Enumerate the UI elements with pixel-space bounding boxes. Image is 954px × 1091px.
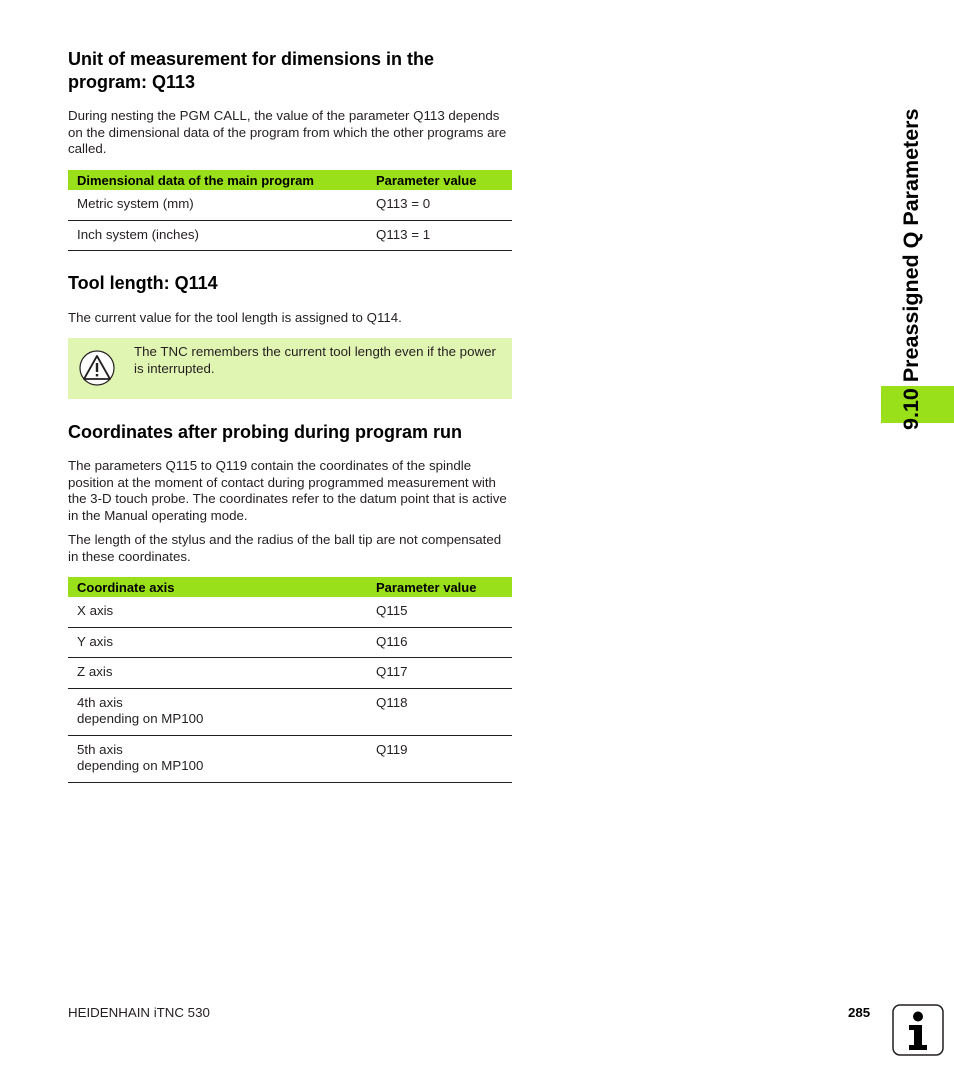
- table-row: [68, 190, 512, 220]
- table-cell-axis: [68, 627, 367, 658]
- table-row: [68, 688, 512, 735]
- table-row: [68, 658, 512, 689]
- table-header: Parameter value: [367, 577, 512, 597]
- table-cell-param: Q119: [367, 735, 512, 782]
- table-cell-axis: [68, 735, 367, 782]
- table-row: [68, 627, 512, 658]
- table-cell-axis: [68, 658, 367, 689]
- table-row: [68, 597, 512, 627]
- q113-table: [68, 170, 512, 251]
- table-cell: Q113 = 0: [367, 190, 512, 220]
- table-header-row: [68, 577, 512, 597]
- probing-para1: The parameters Q115 to Q119 contain the coordinates of the spindle position at the moment of contact during programmed measurement with the 3-D touch probe. The coordinates refer to the datum point that is active in the Manual operating mode.: [68, 458, 507, 523]
- warning-triangle-icon: [79, 350, 115, 386]
- axis-label: Y axis: [77, 633, 113, 649]
- axis-label: 5th axis: [77, 741, 123, 757]
- table-cell: Q113 = 1: [367, 220, 512, 251]
- axis-sublabel: depending on MP100: [77, 758, 204, 773]
- axis-label: 4th axis: [77, 694, 123, 710]
- table-header: Dimensional data of the main program: [68, 170, 367, 190]
- table-cell-param: Q116: [367, 627, 512, 658]
- axis-label: X axis: [77, 603, 114, 618]
- q114-intro: The current value for the tool length is assigned to Q114.: [68, 310, 402, 325]
- table-row: [68, 220, 512, 251]
- heading-q113: Unit of measurement for dimensions in the program: Q113: [68, 49, 435, 92]
- axis-label: Z axis: [77, 664, 113, 679]
- table-cell-param: Q118: [367, 688, 512, 735]
- table-cell-axis: [68, 688, 367, 735]
- page-number: 285: [848, 1005, 871, 1020]
- table-cell: Inch system (inches): [68, 220, 367, 251]
- table-cell: Metric system (mm): [68, 190, 367, 220]
- note-text: The TNC remembers the current tool length even if the power is interrupted.: [134, 344, 496, 376]
- chapter-side-title: 9.10 Preassigned Q Parameters: [899, 108, 923, 430]
- table-cell-param: Q117: [367, 658, 512, 689]
- table-cell-axis: [68, 597, 367, 627]
- heading-probing: Coordinates after probing during program run: [68, 422, 463, 442]
- table-row: [68, 735, 512, 782]
- table-header: Coordinate axis: [68, 577, 367, 597]
- note-box: [68, 338, 512, 399]
- axis-sublabel: depending on MP100: [77, 711, 204, 726]
- probing-para2: The length of the stylus and the radius of the ball tip are not compensated in these coordinates.: [68, 532, 502, 564]
- table-header-row: [68, 170, 512, 190]
- q113-intro: During nesting the PGM CALL, the value of the parameter Q113 depends on the dimensional data of the program from which the other programs are called.: [68, 108, 507, 156]
- footer-product: HEIDENHAIN iTNC 530: [68, 1005, 210, 1020]
- heading-q114: Tool length: Q114: [68, 273, 218, 293]
- probing-table: [68, 577, 512, 783]
- info-icon: [892, 1004, 944, 1056]
- table-header: Parameter value: [367, 170, 512, 190]
- table-cell-param: Q115: [367, 597, 512, 627]
